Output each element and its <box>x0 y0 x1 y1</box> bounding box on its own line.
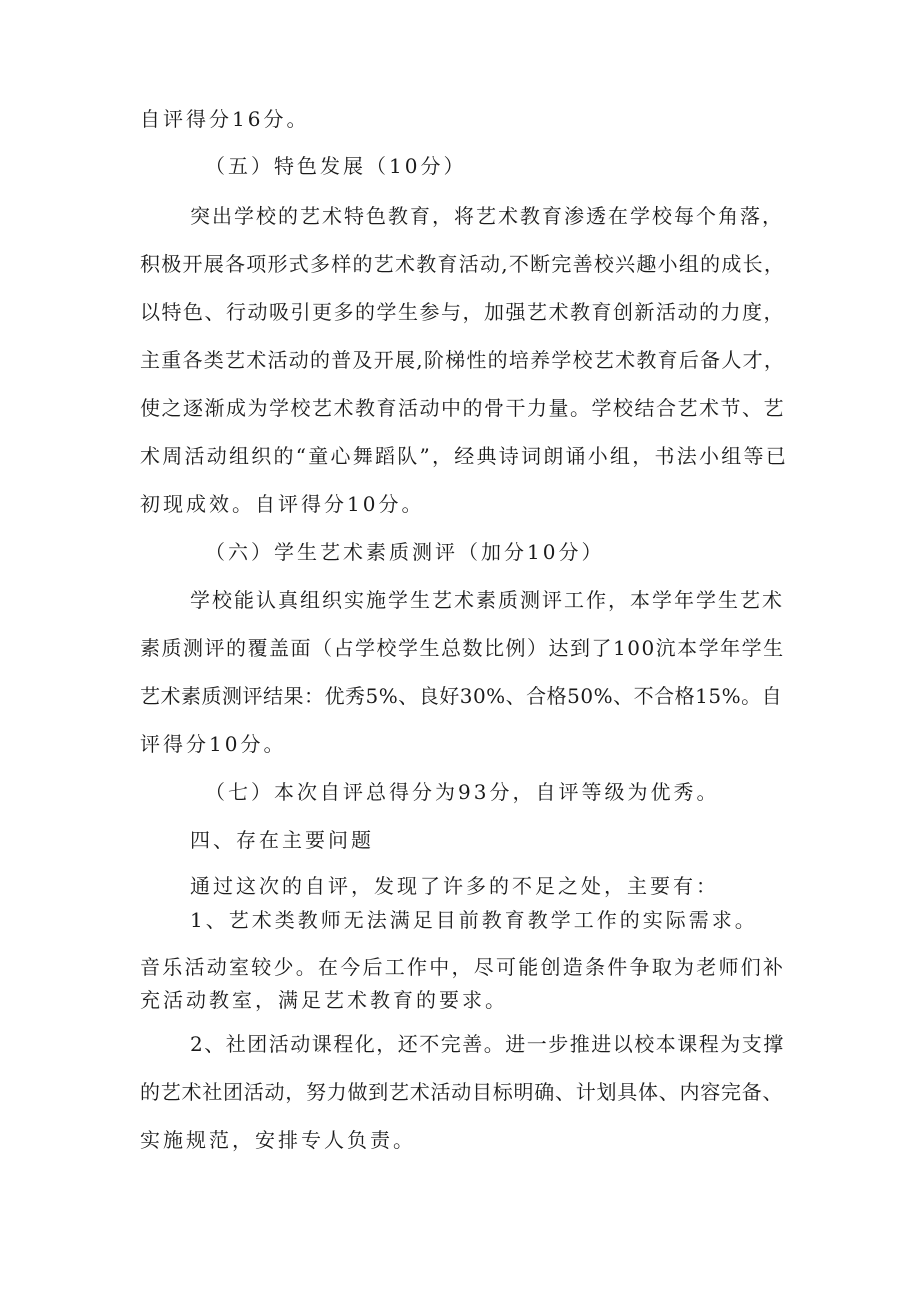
section-heading: 四、存在主要问题 <box>190 828 374 852</box>
text-line: 术周活动组织的“童心舞蹈队”，经典诗词朗诵小组，书法小组等已 <box>140 444 788 468</box>
text-line: 充活动教室，满足艺术教育的要求。 <box>140 988 508 1012</box>
section-heading: （六）学生艺术素质测评（加分10分） <box>205 540 605 564</box>
section-heading: （七）本次自评总得分为93分，自评等级为优秀。 <box>205 780 720 804</box>
text-line: 积极开展各项形式多样的艺术教育活动,不断完善校兴趣小组的成长， <box>140 252 786 276</box>
text-line: 实施规范，安排专人负责。 <box>140 1128 416 1152</box>
text-line: 2、社团活动课程化，还不完善。进一步推进以校本课程为支撑 <box>190 1032 785 1056</box>
text-line: 突出学校的艺术特色教育，将艺术教育渗透在学校每个角落， <box>190 204 784 228</box>
text-line: 学校能认真组织实施学生艺术素质测评工作，本学年学生艺术 <box>190 588 784 612</box>
text-line: 音乐活动室较少。在今后工作中，尽可能创造条件争取为老师们补 <box>140 955 786 979</box>
text-line: 主重各类艺术活动的普及开展,阶梯性的培养学校艺术教育后备人才， <box>140 348 786 372</box>
text-line: 1、艺术类教师无法满足目前教育教学工作的实际需求。 <box>190 908 758 932</box>
text-line: 的艺术社团活动，努力做到艺术活动目标明确、计划具体、内容完备、 <box>140 1080 784 1104</box>
text-line: 素质测评的覆盖面（占学校学生总数比例）达到了100沆本学年学生 <box>140 636 785 660</box>
text-line: 初现成效。自评得分10分。 <box>140 492 425 516</box>
text-line: 通过这次的自评，发现了许多的不足之处，主要有： <box>190 874 719 898</box>
section-heading: （五）特色发展（10分） <box>205 154 467 178</box>
text-line: 使之逐渐成为学校艺术教育活动中的骨干力量。学校结合艺术节、艺 <box>140 396 785 420</box>
text-line: 以特色、行动吸引更多的学生参与，加强艺术教育创新活动的力度， <box>140 300 785 324</box>
text-line: 评得分10分。 <box>140 732 287 756</box>
text-line: 自评得分16分。 <box>140 107 310 131</box>
text-line: 艺术素质测评结果：优秀5%、良好30%、合格50%、不合格15%。自 <box>140 684 783 708</box>
